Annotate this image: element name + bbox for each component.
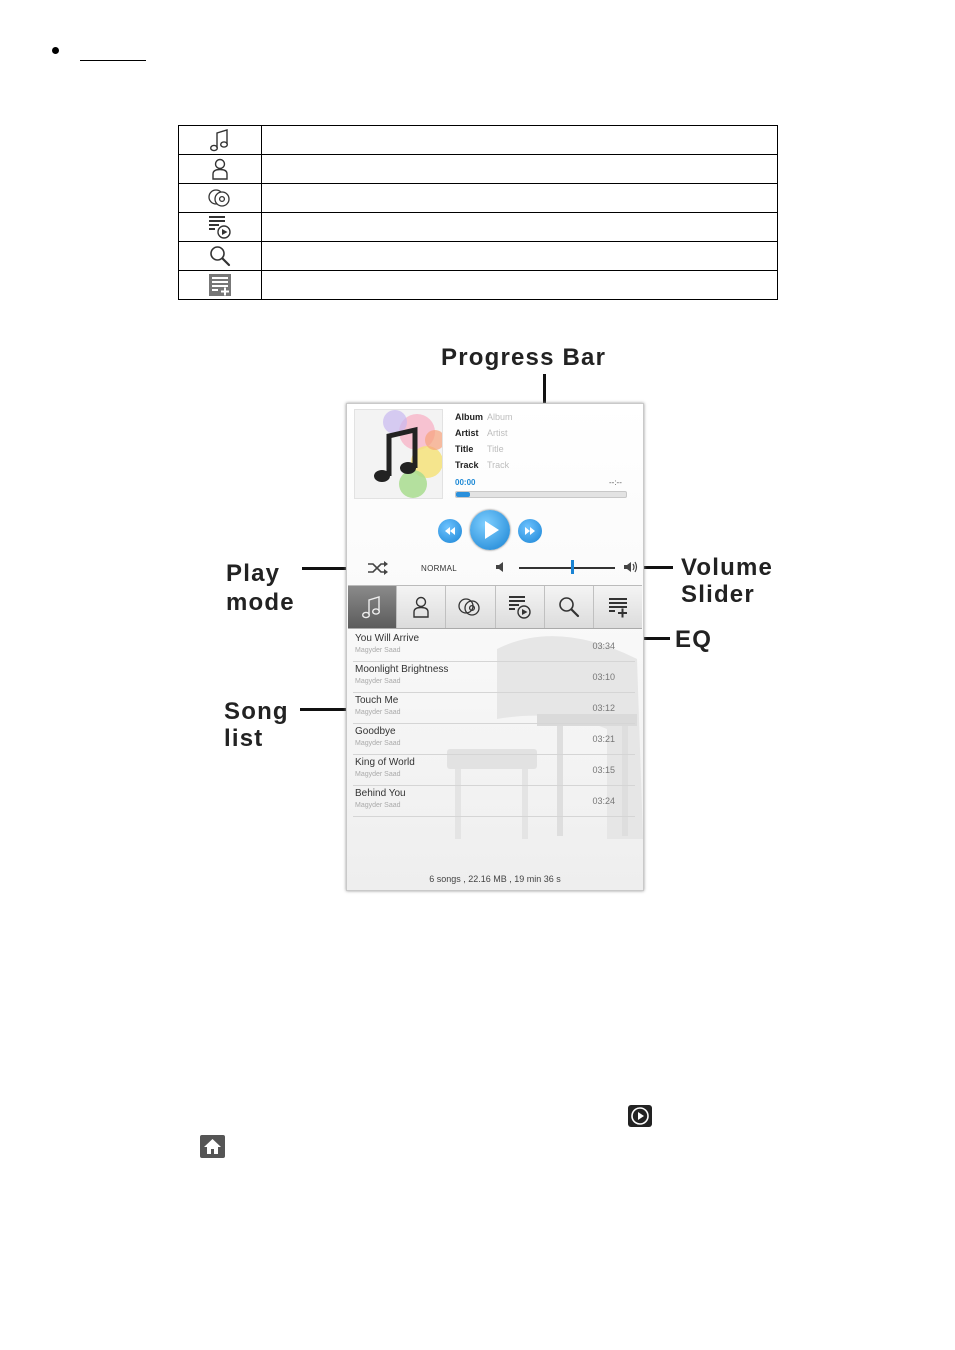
tab-songs[interactable]: [348, 586, 397, 628]
play-mode-button[interactable]: [367, 560, 389, 581]
meta-album-row: [455, 411, 513, 423]
song-artist: Magyder Saad: [355, 678, 401, 685]
search-icon: [208, 244, 232, 268]
home-icon: [200, 1135, 225, 1163]
volume-slider-callout-line1: Volume: [681, 554, 774, 581]
legend-icon-cell: [179, 184, 262, 213]
legend-row: [179, 126, 778, 155]
song-duration: 03:21: [592, 734, 615, 744]
icon-legend-table: [178, 125, 778, 300]
song-title: You Will Arrive: [355, 633, 420, 644]
album-discs-icon: [207, 187, 233, 209]
playlist-play-icon: [507, 594, 533, 620]
add-to-playlist-icon: [208, 273, 232, 297]
artist-person-icon: [411, 595, 431, 619]
meta-value: Artist: [487, 428, 508, 438]
song-list-item[interactable]: [353, 786, 635, 817]
bullet-point: [52, 47, 59, 54]
heading-underline: [80, 60, 146, 61]
volume-high-icon: [623, 560, 639, 579]
legend-description-cell: [262, 184, 778, 213]
legend-row: [179, 184, 778, 213]
legend-description-cell: [262, 213, 778, 242]
play-mode-callout-line2: mode: [226, 589, 295, 616]
tab-artists[interactable]: [397, 586, 446, 628]
tab-search[interactable]: [545, 586, 594, 628]
legend-description-cell: [262, 271, 778, 300]
song-duration: 03:24: [592, 796, 615, 806]
shuffle-icon: [367, 560, 389, 576]
library-summary: 6 songs , 22.16 MB , 19 min 36 s: [429, 874, 561, 884]
legend-description-cell: [262, 126, 778, 155]
legend-icon-cell: [179, 271, 262, 300]
legend-row: [179, 213, 778, 242]
song-title: Moonlight Brightness: [355, 664, 449, 675]
meta-value: Title: [487, 444, 504, 454]
play-button[interactable]: [470, 510, 510, 550]
meta-value: Track: [487, 460, 510, 470]
tab-playlists[interactable]: [496, 586, 545, 628]
song-list-item[interactable]: [353, 693, 635, 724]
song-list-callout-line1: Song: [224, 698, 289, 725]
fast-forward-icon: [518, 519, 542, 543]
total-time: --:--: [609, 478, 622, 487]
meta-track-row: [455, 459, 509, 471]
eq-mode-button[interactable]: NORMAL: [421, 564, 458, 573]
tab-add-to-playlist[interactable]: [594, 586, 642, 628]
legend-row: [179, 155, 778, 184]
song-artist: Magyder Saad: [355, 709, 401, 716]
volume-slider-handle[interactable]: [571, 560, 574, 574]
play-mode-callout-line1: Play: [226, 560, 281, 587]
play-circle-icon: [628, 1105, 652, 1132]
meta-key: Title: [455, 444, 474, 454]
album-discs-icon: [456, 596, 484, 618]
song-duration: 03:15: [592, 765, 615, 775]
song-title: Behind You: [355, 788, 406, 799]
progress-bar-fill: [456, 492, 470, 497]
song-list-item[interactable]: [353, 662, 635, 693]
song-list-item[interactable]: [353, 724, 635, 755]
legend-description-cell: [262, 242, 778, 271]
song-artist: Magyder Saad: [355, 740, 401, 747]
meta-value: Album: [487, 412, 513, 422]
search-icon: [557, 595, 581, 619]
previous-button[interactable]: [438, 519, 462, 543]
album-art-music-note-icon: [355, 410, 442, 498]
current-time: 00:00: [455, 478, 476, 487]
song-list-callout-line2: list: [224, 725, 264, 752]
meta-key: Artist: [455, 428, 479, 438]
legend-row: [179, 242, 778, 271]
music-note-icon: [209, 128, 231, 152]
rewind-icon: [438, 519, 462, 543]
song-list-item[interactable]: [353, 755, 635, 786]
meta-key: Track: [455, 460, 479, 470]
progress-bar[interactable]: [455, 491, 627, 498]
song-duration: 03:12: [592, 703, 615, 713]
song-duration: 03:10: [592, 672, 615, 682]
song-artist: Magyder Saad: [355, 647, 401, 654]
volume-slider-callout-line2: Slider: [681, 581, 755, 608]
music-note-icon: [361, 595, 383, 619]
playlist-play-icon: [207, 214, 233, 240]
meta-title-row: [455, 443, 504, 455]
legend-icon-cell: [179, 213, 262, 242]
artist-person-icon: [210, 157, 230, 181]
song-artist: Magyder Saad: [355, 802, 401, 809]
song-title: King of World: [355, 757, 415, 768]
meta-key: Album: [455, 412, 483, 422]
volume-low-icon: [495, 560, 509, 579]
play-icon: [470, 510, 510, 550]
song-title: Touch Me: [355, 695, 399, 706]
add-to-playlist-icon: [606, 595, 630, 619]
legend-icon-cell: [179, 242, 262, 271]
song-list-item[interactable]: [353, 631, 635, 662]
next-button[interactable]: [518, 519, 542, 543]
progress-bar-callout: Progress Bar: [441, 344, 607, 371]
song-artist: Magyder Saad: [355, 771, 401, 778]
library-tab-bar: [348, 585, 642, 629]
music-player-screen: [346, 403, 644, 891]
song-duration: 03:34: [592, 641, 615, 651]
album-art: [354, 409, 443, 499]
legend-icon-cell: [179, 155, 262, 184]
volume-slider[interactable]: [519, 567, 615, 569]
tab-albums[interactable]: [446, 586, 495, 628]
eq-callout: EQ: [675, 626, 713, 653]
legend-icon-cell: [179, 126, 262, 155]
meta-artist-row: [455, 427, 508, 439]
song-title: Goodbye: [355, 726, 396, 737]
legend-row: [179, 271, 778, 300]
legend-description-cell: [262, 155, 778, 184]
song-list: [353, 631, 635, 817]
